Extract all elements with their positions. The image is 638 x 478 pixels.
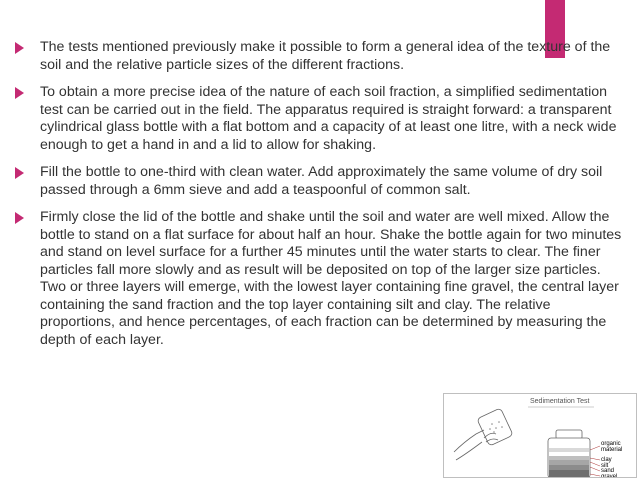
bullet-item xyxy=(8,84,628,154)
bullet-text: To obtain a more precise idea of the nature of each soil fraction, a simplified sedimentation test can be carried out in the field. The apparatus required is straight forward: a transparent cylindrical glass bottle with a flat bottom and a capacity of at least one litre, with a neck wide enough to get a hand in and a lid to allow for shaking. xyxy=(40,84,617,153)
tilted-jar xyxy=(477,408,513,446)
sedimentation-illustration xyxy=(444,394,637,478)
triangle-bullet-icon xyxy=(15,42,24,54)
sand-layer xyxy=(549,465,589,470)
bullet-text: The tests mentioned previously make it possible to form a general idea of the texture of the soil and the relative particle sizes of the different fractions. xyxy=(40,39,611,73)
triangle-bullet-icon xyxy=(15,87,24,99)
label-material: material xyxy=(601,447,623,453)
bullet-item xyxy=(8,164,628,199)
bullet-item xyxy=(8,209,628,349)
triangle-bullet-icon xyxy=(15,212,24,224)
label-organic: organic xyxy=(601,441,621,447)
figure-title: Sedimentation Test xyxy=(530,398,590,405)
label-leader-lines xyxy=(590,446,600,476)
label-gravel: gravel xyxy=(601,474,618,478)
bullet-text: Firmly close the lid of the bottle and shake until the soil and water are well mixed. Allow the bottle to stand on a flat surface for about half an hour. Shake the bottle again for two minutes and stand on level surface for a further 45 minutes until the water starts to clear. The finer particles fall more slowly and as result will be deposited on top of the larger size particles. Two or three layers will emerge, with the lowest layer containing fine gravel, the central layer containing the sand fraction and the top layer containing silt and clay. The relative proportions, and hence percentages, of each fraction can be determined by measuring the depth of each layer. xyxy=(40,209,622,348)
clay-layer xyxy=(549,456,589,460)
settled-jar-drawing xyxy=(548,430,590,478)
triangle-bullet-icon xyxy=(15,167,24,179)
arm-outline-lower xyxy=(456,442,482,460)
hand-shaking-jar-drawing xyxy=(454,408,513,460)
label-sand: sand xyxy=(601,468,615,474)
label-clay: clay xyxy=(601,457,612,463)
bullet-list xyxy=(8,39,628,359)
gravel-layer xyxy=(549,470,589,478)
label-silt: silt xyxy=(601,463,609,469)
jar-speckles xyxy=(489,421,503,433)
sedimentation-figure xyxy=(443,393,637,478)
bullet-text: Fill the bottle to one-third with clean water. Add approximately the same volume of dry soil passed through a 6mm sieve and add a teaspoonful of common salt. xyxy=(40,164,603,198)
bullet-item xyxy=(8,39,628,74)
organic-layer xyxy=(549,448,589,452)
silt-layer xyxy=(549,460,589,465)
arm-outline xyxy=(454,430,484,452)
